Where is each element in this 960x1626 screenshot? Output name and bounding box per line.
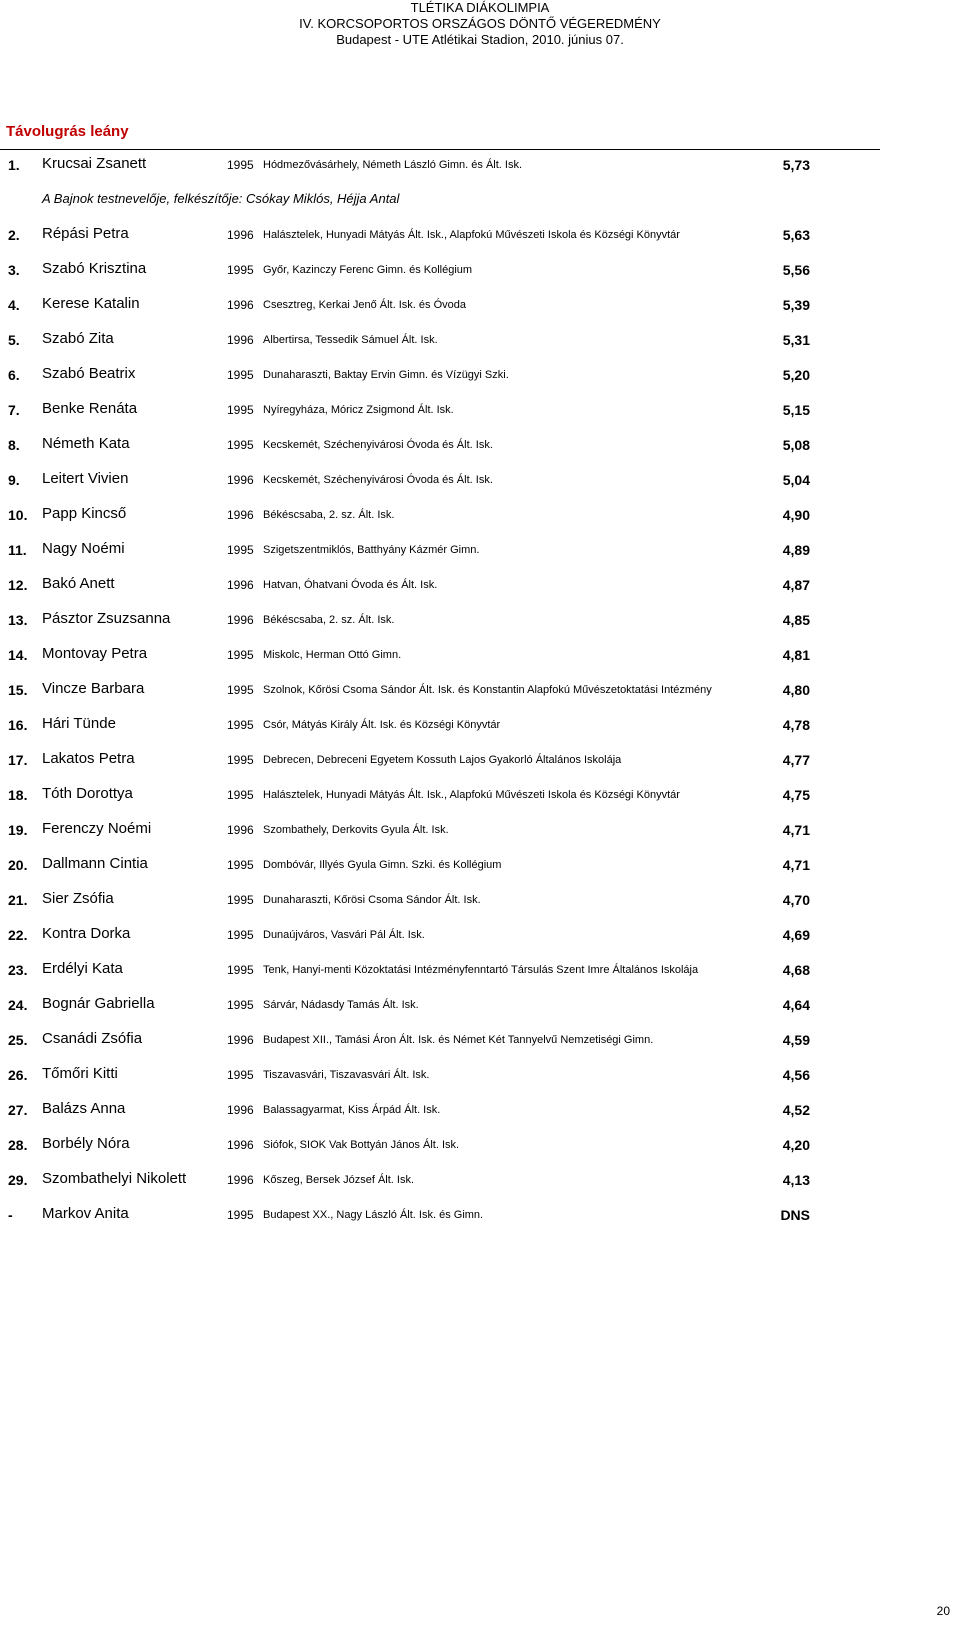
header-line-3: Budapest - UTE Atlétikai Stadion, 2010. június 07. bbox=[336, 32, 624, 47]
year-cell: 1995 bbox=[227, 788, 254, 802]
result-cell: 5,15 bbox=[782, 402, 810, 418]
result-cell: 4,69 bbox=[782, 927, 810, 943]
school-cell: Debrecen, Debreceni Egyetem Kossuth Lajos Gyakorló Általános Iskolája bbox=[263, 754, 622, 766]
year-cell: 1995 bbox=[227, 963, 254, 977]
name-cell: Ferenczy Noémi bbox=[42, 820, 152, 837]
result-cell: DNS bbox=[780, 1207, 810, 1223]
year-cell: 1995 bbox=[227, 998, 254, 1012]
result-cell: 4,89 bbox=[782, 542, 810, 558]
rank-cell: 29. bbox=[8, 1172, 28, 1188]
rank-cell: 10. bbox=[8, 507, 28, 523]
name-cell: Montovay Petra bbox=[42, 645, 148, 662]
year-cell: 1996 bbox=[227, 1173, 254, 1187]
result-cell: 4,70 bbox=[782, 892, 810, 908]
year-cell: 1996 bbox=[227, 228, 254, 242]
rank-cell: 5. bbox=[8, 332, 20, 348]
year-cell: 1995 bbox=[227, 543, 254, 557]
school-cell: Csesztreg, Kerkai Jenő Ált. Isk. és Óvoda bbox=[263, 299, 466, 311]
year-cell: 1995 bbox=[227, 753, 254, 767]
table-row bbox=[0, 399, 960, 421]
result-cell: 4,81 bbox=[782, 647, 810, 663]
year-cell: 1996 bbox=[227, 298, 254, 312]
table-row bbox=[0, 994, 960, 1016]
rank-cell: 13. bbox=[8, 612, 28, 628]
year-cell: 1996 bbox=[227, 823, 254, 837]
table-row bbox=[0, 749, 960, 771]
school-cell: Siófok, SIOK Vak Bottyán János Ált. Isk. bbox=[263, 1139, 460, 1151]
result-cell: 4,64 bbox=[782, 997, 810, 1013]
name-cell: Dallmann Cintia bbox=[42, 855, 148, 872]
table-row bbox=[0, 1029, 960, 1051]
rank-cell: 18. bbox=[8, 787, 28, 803]
result-cell: 4,20 bbox=[782, 1137, 810, 1153]
result-cell: 4,56 bbox=[782, 1067, 810, 1083]
result-cell: 4,90 bbox=[782, 507, 810, 523]
result-cell: 5,08 bbox=[782, 437, 810, 453]
school-cell: Békéscsaba, 2. sz. Ált. Isk. bbox=[263, 509, 395, 521]
table-row bbox=[0, 1204, 960, 1226]
table-row bbox=[0, 819, 960, 841]
school-cell: Szigetszentmiklós, Batthyány Kázmér Gimn. bbox=[263, 544, 480, 556]
rank-cell: 1. bbox=[8, 157, 20, 173]
name-cell: Répási Petra bbox=[42, 225, 129, 242]
table-row bbox=[0, 224, 960, 246]
school-cell: Kecskemét, Széchenyivárosi Óvoda és Ált. Isk. bbox=[263, 474, 493, 486]
school-cell: Kecskemét, Széchenyivárosi Óvoda és Ált. Isk. bbox=[263, 439, 493, 451]
rank-cell: 7. bbox=[8, 402, 20, 418]
table-row bbox=[0, 679, 960, 701]
name-cell: Krucsai Zsanett bbox=[42, 155, 147, 172]
school-cell: Szombathely, Derkovits Gyula Ált. Isk. bbox=[263, 824, 449, 836]
table-row bbox=[0, 504, 960, 526]
rank-cell: 11. bbox=[8, 542, 27, 558]
result-cell: 4,59 bbox=[782, 1032, 810, 1048]
school-cell: Dunaharaszti, Kőrösi Csoma Sándor Ált. Isk. bbox=[263, 894, 481, 906]
year-cell: 1995 bbox=[227, 403, 254, 417]
rank-cell: - bbox=[8, 1207, 13, 1223]
name-cell: Papp Kincső bbox=[42, 505, 127, 522]
school-cell: Budapest XX., Nagy László Ált. Isk. és Gimn. bbox=[263, 1209, 484, 1221]
table-row bbox=[0, 329, 960, 351]
coach-note: A Bajnok testnevelője, felkészítője: Csókay Miklós, Héjja Antal bbox=[42, 191, 400, 206]
table-row bbox=[0, 924, 960, 946]
name-cell: Bakó Anett bbox=[42, 575, 115, 592]
name-cell: Kontra Dorka bbox=[42, 925, 131, 942]
table-row bbox=[0, 364, 960, 386]
result-cell: 4,85 bbox=[782, 612, 810, 628]
event-title: Távolugrás leány bbox=[6, 123, 129, 140]
year-cell: 1995 bbox=[227, 1208, 254, 1222]
rank-cell: 15. bbox=[8, 682, 28, 698]
rank-cell: 3. bbox=[8, 262, 20, 278]
page-number: 20 bbox=[936, 1604, 950, 1618]
rank-cell: 28. bbox=[8, 1137, 28, 1153]
result-cell: 4,71 bbox=[782, 822, 810, 838]
rank-cell: 14. bbox=[8, 647, 28, 663]
name-cell: Tóth Dorottya bbox=[42, 785, 133, 802]
table-row bbox=[0, 784, 960, 806]
year-cell: 1995 bbox=[227, 158, 254, 172]
year-cell: 1995 bbox=[227, 1068, 254, 1082]
school-cell: Kőszeg, Bersek József Ált. Isk. bbox=[263, 1174, 415, 1186]
school-cell: Győr, Kazinczy Ferenc Gimn. és Kollégium bbox=[263, 264, 473, 276]
table-row bbox=[0, 959, 960, 981]
rank-cell: 17. bbox=[8, 752, 28, 768]
result-cell: 4,71 bbox=[782, 857, 810, 873]
school-cell: Dunaújváros, Vasvári Pál Ált. Isk. bbox=[263, 929, 425, 941]
year-cell: 1995 bbox=[227, 858, 254, 872]
table-row bbox=[0, 434, 960, 456]
table-row bbox=[0, 889, 960, 911]
name-cell: Szabó Krisztina bbox=[42, 260, 147, 277]
name-cell: Nagy Noémi bbox=[42, 540, 125, 557]
header-line-1: TLÉTIKA DIÁKOLIMPIA bbox=[410, 0, 550, 15]
rank-cell: 6. bbox=[8, 367, 20, 383]
year-cell: 1996 bbox=[227, 1033, 254, 1047]
school-cell: Békéscsaba, 2. sz. Ált. Isk. bbox=[263, 614, 395, 626]
rank-cell: 21. bbox=[8, 892, 28, 908]
result-cell: 5,39 bbox=[782, 297, 810, 313]
year-cell: 1996 bbox=[227, 578, 254, 592]
name-cell: Lakatos Petra bbox=[42, 750, 135, 767]
result-cell: 4,52 bbox=[782, 1102, 810, 1118]
name-cell: Szabó Zita bbox=[42, 330, 114, 347]
name-cell: Benke Renáta bbox=[42, 400, 138, 417]
table-row bbox=[0, 539, 960, 561]
rank-cell: 24. bbox=[8, 997, 28, 1013]
result-cell: 4,75 bbox=[782, 787, 810, 803]
result-cell: 5,56 bbox=[782, 262, 810, 278]
table-row bbox=[0, 574, 960, 596]
school-cell: Halásztelek, Hunyadi Mátyás Ált. Isk., Alapfokú Művészeti Iskola és Községi Könyvtár bbox=[263, 229, 680, 241]
name-cell: Hári Tünde bbox=[42, 715, 116, 732]
year-cell: 1995 bbox=[227, 928, 254, 942]
table-row bbox=[0, 609, 960, 631]
school-cell: Hódmezővásárhely, Németh László Gimn. és Ált. Isk. bbox=[263, 159, 523, 171]
rank-cell: 9. bbox=[8, 472, 20, 488]
result-cell: 5,63 bbox=[782, 227, 810, 243]
year-cell: 1995 bbox=[227, 648, 254, 662]
school-cell: Csór, Mátyás Király Ált. Isk. és Községi Könyvtár bbox=[263, 719, 501, 731]
result-cell: 4,68 bbox=[782, 962, 810, 978]
year-cell: 1996 bbox=[227, 333, 254, 347]
title-divider bbox=[0, 149, 880, 150]
name-cell: Erdélyi Kata bbox=[42, 960, 123, 977]
school-cell: Hatvan, Óhatvani Óvoda és Ált. Isk. bbox=[263, 579, 438, 591]
school-cell: Tenk, Hanyi-menti Közoktatási Intézményfenntartó Társulás Szent Imre Általános Iskolája bbox=[263, 964, 699, 976]
result-cell: 5,04 bbox=[782, 472, 810, 488]
result-cell: 5,20 bbox=[782, 367, 810, 383]
rank-cell: 27. bbox=[8, 1102, 28, 1118]
year-cell: 1995 bbox=[227, 683, 254, 697]
school-cell: Miskolc, Herman Ottó Gimn. bbox=[263, 649, 402, 661]
table-row bbox=[0, 854, 960, 876]
table-row bbox=[0, 294, 960, 316]
school-cell: Sárvár, Nádasdy Tamás Ált. Isk. bbox=[263, 999, 419, 1011]
table-row bbox=[0, 259, 960, 281]
table-row bbox=[0, 644, 960, 666]
name-cell: Leitert Vivien bbox=[42, 470, 129, 487]
rank-cell: 25. bbox=[8, 1032, 28, 1048]
table-row bbox=[0, 154, 960, 176]
result-cell: 4,80 bbox=[782, 682, 810, 698]
rank-cell: 23. bbox=[8, 962, 28, 978]
year-cell: 1995 bbox=[227, 263, 254, 277]
school-cell: Balassagyarmat, Kiss Árpád Ált. Isk. bbox=[263, 1104, 441, 1116]
rank-cell: 26. bbox=[8, 1067, 28, 1083]
name-cell: Balázs Anna bbox=[42, 1100, 126, 1117]
name-cell: Kerese Katalin bbox=[42, 295, 140, 312]
rank-cell: 16. bbox=[8, 717, 28, 733]
rank-cell: 2. bbox=[8, 227, 20, 243]
rank-cell: 19. bbox=[8, 822, 28, 838]
name-cell: Németh Kata bbox=[42, 435, 130, 452]
year-cell: 1996 bbox=[227, 473, 254, 487]
rank-cell: 20. bbox=[8, 857, 28, 873]
school-cell: Halásztelek, Hunyadi Mátyás Ált. Isk., Alapfokú Művészeti Iskola és Községi Könyvtár bbox=[263, 789, 680, 801]
rank-cell: 8. bbox=[8, 437, 20, 453]
result-cell: 4,87 bbox=[782, 577, 810, 593]
name-cell: Szabó Beatrix bbox=[42, 365, 136, 382]
header-line-2: IV. KORCSOPORTOS ORSZÁGOS DÖNTŐ VÉGEREDMÉNY bbox=[299, 16, 661, 31]
table-row bbox=[0, 1169, 960, 1191]
table-row bbox=[0, 469, 960, 491]
school-cell: Szolnok, Kőrösi Csoma Sándor Ált. Isk. és Konstantin Alapfokú Művészetoktatási Intézmény bbox=[263, 684, 712, 696]
year-cell: 1995 bbox=[227, 368, 254, 382]
year-cell: 1995 bbox=[227, 893, 254, 907]
rank-cell: 22. bbox=[8, 927, 28, 943]
table-row bbox=[0, 1064, 960, 1086]
table-row bbox=[0, 1134, 960, 1156]
school-cell: Dombóvár, Illyés Gyula Gimn. Szki. és Kollégium bbox=[263, 859, 502, 871]
table-row bbox=[0, 1099, 960, 1121]
name-cell: Sier Zsófia bbox=[42, 890, 114, 907]
year-cell: 1995 bbox=[227, 438, 254, 452]
name-cell: Tőmőri Kitti bbox=[42, 1065, 118, 1082]
year-cell: 1996 bbox=[227, 508, 254, 522]
result-cell: 5,73 bbox=[782, 157, 810, 173]
name-cell: Bognár Gabriella bbox=[42, 995, 155, 1012]
name-cell: Pásztor Zsuzsanna bbox=[42, 610, 171, 627]
year-cell: 1996 bbox=[227, 613, 254, 627]
year-cell: 1995 bbox=[227, 718, 254, 732]
result-cell: 4,77 bbox=[782, 752, 810, 768]
rank-cell: 12. bbox=[8, 577, 28, 593]
name-cell: Borbély Nóra bbox=[42, 1135, 130, 1152]
result-cell: 4,78 bbox=[782, 717, 810, 733]
name-cell: Szombathelyi Nikolett bbox=[42, 1170, 187, 1187]
school-cell: Tiszavasvári, Tiszavasvári Ált. Isk. bbox=[263, 1069, 430, 1081]
name-cell: Markov Anita bbox=[42, 1205, 129, 1222]
school-cell: Budapest XII., Tamási Áron Ált. Isk. és Német Két Tannyelvű Nemzetiségi Gimn. bbox=[263, 1034, 654, 1046]
rank-cell: 4. bbox=[8, 297, 20, 313]
school-cell: Albertirsa, Tessedik Sámuel Ált. Isk. bbox=[263, 334, 438, 346]
result-cell: 5,31 bbox=[782, 332, 810, 348]
name-cell: Csanádi Zsófia bbox=[42, 1030, 143, 1047]
name-cell: Vincze Barbara bbox=[42, 680, 145, 697]
table-row bbox=[0, 714, 960, 736]
year-cell: 1996 bbox=[227, 1138, 254, 1152]
school-cell: Nyíregyháza, Móricz Zsigmond Ált. Isk. bbox=[263, 404, 454, 416]
result-cell: 4,13 bbox=[782, 1172, 810, 1188]
school-cell: Dunaharaszti, Baktay Ervin Gimn. és Vízügyi Szki. bbox=[263, 369, 509, 381]
year-cell: 1996 bbox=[227, 1103, 254, 1117]
